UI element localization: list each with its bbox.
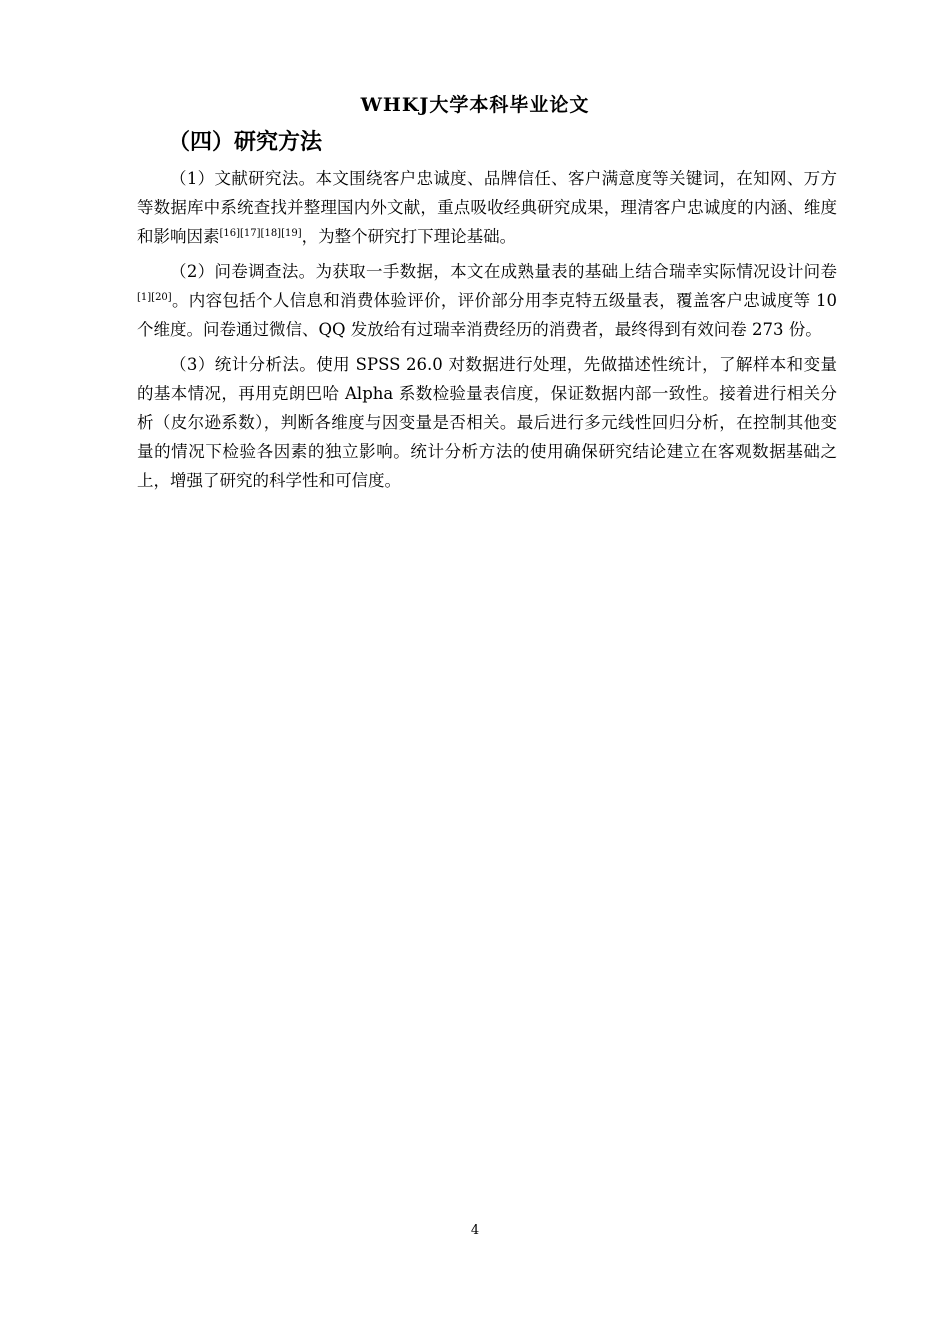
section-title: （四）研究方法 bbox=[168, 130, 323, 155]
page-number: 4 bbox=[470, 1223, 480, 1238]
paragraph-text: （2）问卷调查法。为获取一手数据，本文在成熟量表的基础上结合瑞幸实际情况设计问卷 bbox=[170, 262, 837, 281]
citation: [16][17][18][19] bbox=[219, 228, 302, 239]
paragraph-questionnaire-method bbox=[137, 257, 837, 344]
page-header: WHKJ大学本科毕业论文 bbox=[360, 94, 590, 116]
paragraph-text: ，为整个研究打下理论基础。 bbox=[301, 227, 517, 246]
paragraph-literature-method bbox=[137, 164, 837, 251]
paragraph-text: （1）文献研究法。本文围绕客户忠诚度、品牌信任、客户满意度等关键词，在知网、万方等数据库中系统查找并整理国内外文献，重点吸收经典研究成果，理清客户忠诚度的内涵、维度和影响因素 bbox=[137, 169, 837, 246]
paragraph-text: 。内容包括个人信息和消费体验评价，评价部分用李克特五级量表，覆盖客户忠诚度等 10 个维度。问卷通过微信、QQ 发放给有过瑞幸消费经历的消费者，最终得到有效问卷 273 份。 bbox=[137, 291, 837, 339]
paragraph-text: （3）统计分析法。使用 SPSS 26.0 对数据进行处理，先做描述性统计，了解样本和变量的基本情况，再用克朗巴哈 Alpha 系数检验量表信度，保证数据内部一致性。接着进行相关分析（皮尔逊系数），判断各维度与因变量是否相关。最后进行多元线性回归分析，在控制其他变量的情况下检验各因素的独立影响。统计分析方法的使用确保研究结论建立在客观数据基础之上，增强了研究的科学性和可信度。 bbox=[137, 355, 837, 490]
paragraph-statistical-method bbox=[137, 350, 837, 495]
body-text bbox=[137, 164, 837, 501]
citation: [1][20] bbox=[137, 292, 172, 303]
